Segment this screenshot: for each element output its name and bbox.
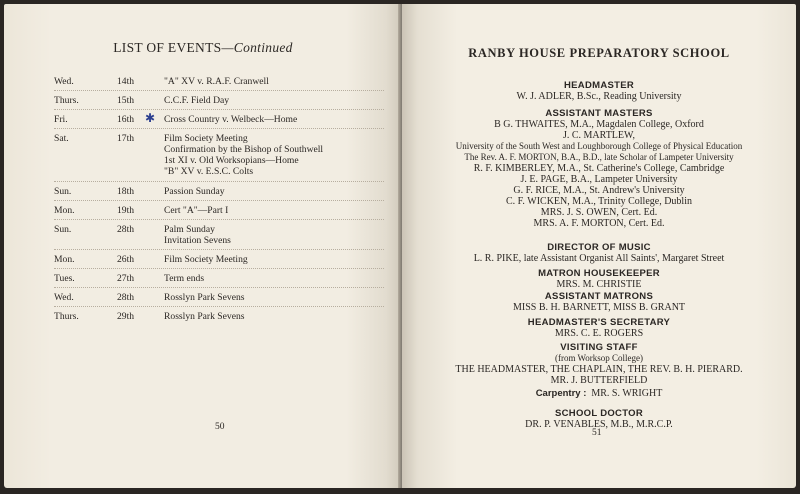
assistant-masters-section bbox=[402, 108, 796, 229]
director-section bbox=[402, 242, 796, 264]
event-desc: Rosslyn Park Sevens bbox=[164, 311, 245, 322]
carpentry-line bbox=[402, 388, 796, 399]
matron-section bbox=[402, 268, 796, 290]
event-date: 18th bbox=[117, 186, 135, 197]
event-date: 29th bbox=[117, 311, 135, 322]
event-date: 17th bbox=[117, 133, 135, 144]
event-date: 19th bbox=[117, 205, 135, 216]
staff-line: J. C. MARTLEW, bbox=[562, 130, 636, 141]
event-day: Mon. bbox=[54, 205, 75, 216]
section-heading: DIRECTOR OF MUSIC bbox=[547, 242, 651, 253]
event-date: 16th bbox=[117, 114, 135, 125]
section-heading: ASSISTANT MASTERS bbox=[545, 108, 653, 119]
event-desc: Invitation Sevens bbox=[164, 235, 231, 246]
headmaster-section bbox=[402, 80, 796, 102]
staff-line: MISS B. H. BARNETT, MISS B. GRANT bbox=[512, 302, 686, 313]
row-divider bbox=[54, 181, 384, 182]
staff-line: G. F. RICE, M.A., St. Andrew's University bbox=[513, 185, 685, 196]
staff-line: MRS. A. F. MORTON, Cert. Ed. bbox=[533, 218, 665, 229]
event-desc: Confirmation by the Bishop of Southwell bbox=[164, 144, 324, 155]
visiting-staff-section bbox=[402, 342, 796, 386]
staff-line: L. R. PIKE, late Assistant Organist All Saints', Margaret Street bbox=[473, 253, 725, 264]
event-day: Thurs. bbox=[54, 95, 79, 106]
staff-line: University of the South West and Loughborough College of Physical Education bbox=[455, 141, 743, 151]
row-divider bbox=[54, 268, 384, 269]
row-divider bbox=[54, 249, 384, 250]
event-date: 28th bbox=[117, 224, 135, 235]
handwritten-asterisk-mark: ✱ bbox=[145, 111, 156, 125]
event-desc: Film Society Meeting bbox=[164, 254, 248, 265]
staff-line: MRS. J. S. OWEN, Cert. Ed. bbox=[540, 207, 658, 218]
section-heading: ASSISTANT MATRONS bbox=[544, 291, 654, 302]
staff-line: THE HEADMASTER, THE CHAPLAIN, THE REV. B. H. PIERARD. bbox=[455, 364, 743, 375]
secretary-section bbox=[402, 317, 796, 339]
section-heading: SCHOOL DOCTOR bbox=[555, 408, 643, 419]
event-date: 27th bbox=[117, 273, 135, 284]
event-day: Thurs. bbox=[54, 311, 79, 322]
row-divider bbox=[54, 90, 384, 91]
row-divider bbox=[54, 287, 384, 288]
event-desc: "B" XV v. E.S.C. Colts bbox=[164, 166, 254, 177]
carpentry-label: Carpentry : bbox=[535, 388, 587, 399]
event-desc: 1st XI v. Old Worksopians—Home bbox=[164, 155, 299, 166]
event-desc: "A" XV v. R.A.F. Cranwell bbox=[164, 76, 269, 87]
event-date: 14th bbox=[117, 76, 135, 87]
event-desc: Cross Country v. Welbeck—Home bbox=[164, 114, 298, 125]
page-heading bbox=[4, 40, 402, 56]
row-divider bbox=[54, 200, 384, 201]
carpentry-name: MR. S. WRIGHT bbox=[591, 388, 663, 399]
event-date: 28th bbox=[117, 292, 135, 303]
staff-line: MRS. C. E. ROGERS bbox=[554, 328, 644, 339]
page-number: 51 bbox=[592, 428, 602, 438]
event-desc: Rosslyn Park Sevens bbox=[164, 292, 245, 303]
school-name: RANBY HOUSE PREPARATORY SCHOOL bbox=[468, 46, 730, 60]
event-desc: Film Society Meeting bbox=[164, 133, 248, 144]
staff-subline: (from Worksop College) bbox=[554, 353, 644, 363]
event-desc: Palm Sunday bbox=[164, 224, 215, 235]
left-page bbox=[4, 4, 402, 488]
event-date: 26th bbox=[117, 254, 135, 265]
staff-line: The Rev. A. F. MORTON, B.A., B.D., late Scholar of Lampeter University bbox=[464, 152, 734, 162]
staff-line: R. F. KIMBERLEY, M.A., St. Catherine's College, Cambridge bbox=[473, 163, 725, 174]
staff-line: C. F. WICKEN, M.A., Trinity College, Dublin bbox=[506, 196, 692, 207]
assistant-matrons-section bbox=[402, 291, 796, 313]
row-divider bbox=[54, 109, 384, 110]
staff-line: MRS. M. CHRISTIE bbox=[556, 279, 642, 290]
event-desc: Passion Sunday bbox=[164, 186, 225, 197]
staff-line: J. E. PAGE, B.A., Lampeter University bbox=[520, 174, 678, 185]
section-heading: MATRON HOUSEKEEPER bbox=[538, 268, 660, 279]
row-divider bbox=[54, 128, 384, 129]
section-heading: HEADMASTER'S SECRETARY bbox=[527, 317, 671, 328]
page-number: 50 bbox=[215, 422, 225, 432]
right-page bbox=[402, 4, 796, 488]
row-divider bbox=[54, 219, 384, 220]
event-desc: Term ends bbox=[164, 273, 205, 284]
event-day: Fri. bbox=[54, 114, 68, 125]
event-day: Wed. bbox=[54, 292, 74, 303]
event-day: Sat. bbox=[54, 133, 69, 144]
doctor-section bbox=[402, 408, 796, 430]
event-date: 15th bbox=[117, 95, 135, 106]
event-day: Sun. bbox=[54, 224, 72, 235]
section-heading: HEADMASTER bbox=[563, 80, 635, 91]
section-heading: VISITING STAFF bbox=[560, 342, 638, 353]
heading-text: LIST OF EVENTS bbox=[113, 40, 222, 55]
staff-line: DR. P. VENABLES, M.B., M.R.C.P. bbox=[525, 419, 673, 430]
row-divider bbox=[54, 306, 384, 307]
event-day: Mon. bbox=[54, 254, 75, 265]
event-day: Tues. bbox=[54, 273, 75, 284]
event-desc: Cert "A"—Part I bbox=[164, 205, 229, 216]
event-day: Wed. bbox=[54, 76, 74, 87]
heading-continued: —Continued bbox=[221, 40, 293, 55]
event-day: Sun. bbox=[54, 186, 72, 197]
event-desc: C.C.F. Field Day bbox=[164, 95, 230, 106]
staff-line: MR. J. BUTTERFIELD bbox=[550, 375, 648, 386]
staff-line: B G. THWAITES, M.A., Magdalen College, Oxford bbox=[494, 119, 704, 130]
staff-line: W. J. ADLER, B.Sc., Reading University bbox=[516, 91, 682, 102]
